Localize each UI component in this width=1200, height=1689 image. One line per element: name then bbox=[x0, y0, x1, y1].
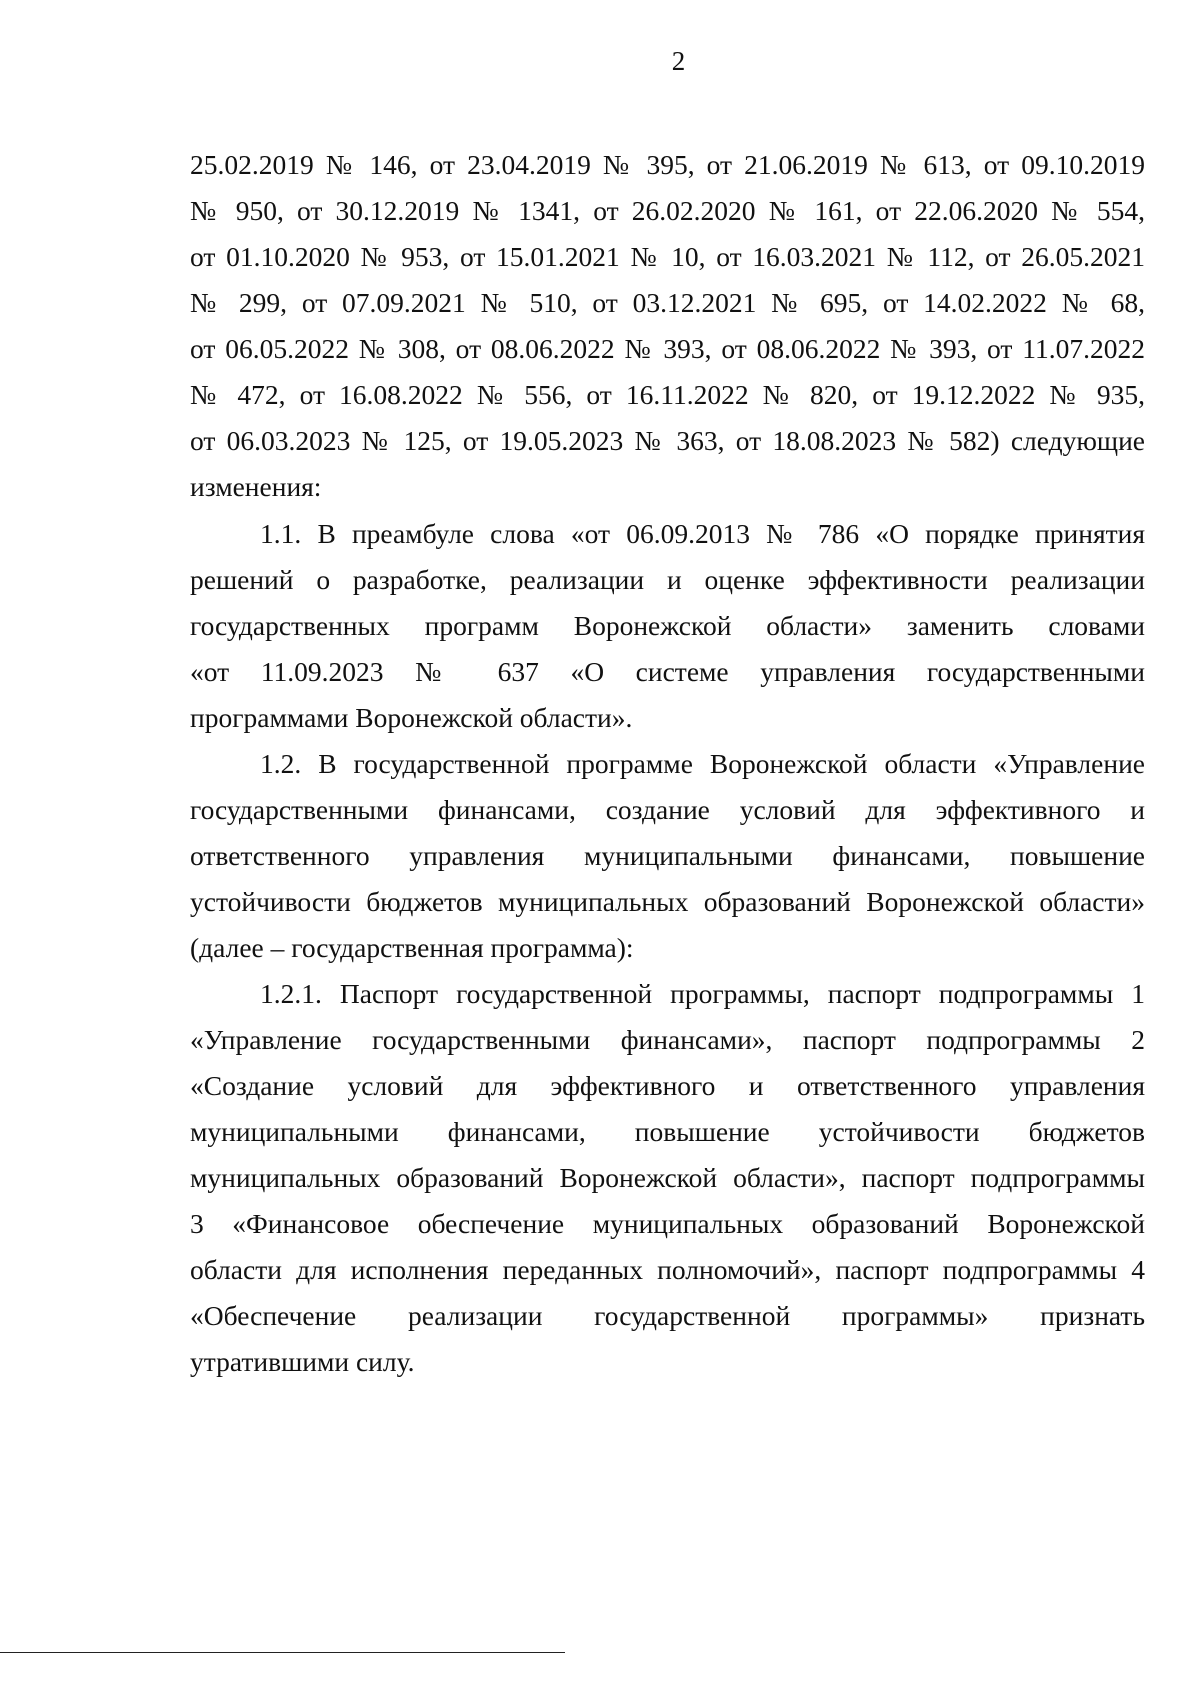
text-line: № 950, от 30.12.2019 № 1341, от 26.02.2020 № 161, от 22.06.2020 № 554, bbox=[190, 195, 1145, 226]
text-line: 25.02.2019 № 146, от 23.04.2019 № 395, от 21.06.2019 № 613, от 09.10.2019 bbox=[190, 149, 1145, 180]
text-line: «Создание условий для эффективного и ответственного управления bbox=[190, 1070, 1145, 1101]
text-line: утратившими силу. bbox=[190, 1346, 415, 1377]
text-line: № 472, от 16.08.2022 № 556, от 16.11.2022 № 820, от 19.12.2022 № 935, bbox=[190, 379, 1145, 410]
text-line: государственными финансами, создание условий для эффективного и bbox=[190, 794, 1145, 825]
text-line: муниципальными финансами, повышение устойчивости бюджетов bbox=[190, 1116, 1145, 1147]
paragraph-first-line: 1.1. В преамбуле слова «от 06.09.2013 № 786 «О порядке принятия bbox=[260, 518, 1145, 549]
text-line: 3 «Финансовое обеспечение муниципальных образований Воронежской bbox=[190, 1208, 1145, 1239]
text-line: «от 11.09.2023 № 637 «О системе управления государственными bbox=[190, 656, 1145, 687]
text-line: изменения: bbox=[190, 471, 322, 502]
text-line: от 06.05.2022 № 308, от 08.06.2022 № 393, от 08.06.2022 № 393, от 11.07.2022 bbox=[190, 333, 1145, 364]
text-line: от 01.10.2020 № 953, от 15.01.2021 № 10, от 16.03.2021 № 112, от 26.05.2021 bbox=[190, 241, 1145, 272]
text-line: от 06.03.2023 № 125, от 19.05.2023 № 363, от 18.08.2023 № 582) следующие bbox=[190, 425, 1145, 456]
paragraph-first-line: 1.2.1. Паспорт государственной программы, паспорт подпрограммы 1 bbox=[260, 978, 1145, 1009]
page-number: 2 bbox=[671, 46, 686, 76]
text-line: программами Воронежской области». bbox=[190, 702, 633, 733]
text-line: муниципальных образований Воронежской области», паспорт подпрограммы bbox=[190, 1162, 1145, 1193]
text-line: «Управление государственными финансами», паспорт подпрограммы 2 bbox=[190, 1024, 1145, 1055]
footer-rule bbox=[0, 1652, 565, 1653]
text-line: ответственного управления муниципальными финансами, повышение bbox=[190, 840, 1145, 871]
text-line: № 299, от 07.09.2021 № 510, от 03.12.2021 № 695, от 14.02.2022 № 68, bbox=[190, 287, 1145, 318]
text-line: (далее – государственная программа): bbox=[190, 932, 634, 963]
text-line: «Обеспечение реализации государственной программы» признать bbox=[190, 1300, 1145, 1331]
text-line: устойчивости бюджетов муниципальных образований Воронежской области» bbox=[190, 886, 1145, 917]
paragraph-first-line: 1.2. В государственной программе Воронежской области «Управление bbox=[260, 748, 1145, 779]
text-line: государственных программ Воронежской области» заменить словами bbox=[190, 610, 1145, 641]
text-line: решений о разработке, реализации и оценке эффективности реализации bbox=[190, 564, 1145, 595]
text-line: области для исполнения переданных полномочий», паспорт подпрограммы 4 bbox=[190, 1254, 1145, 1285]
